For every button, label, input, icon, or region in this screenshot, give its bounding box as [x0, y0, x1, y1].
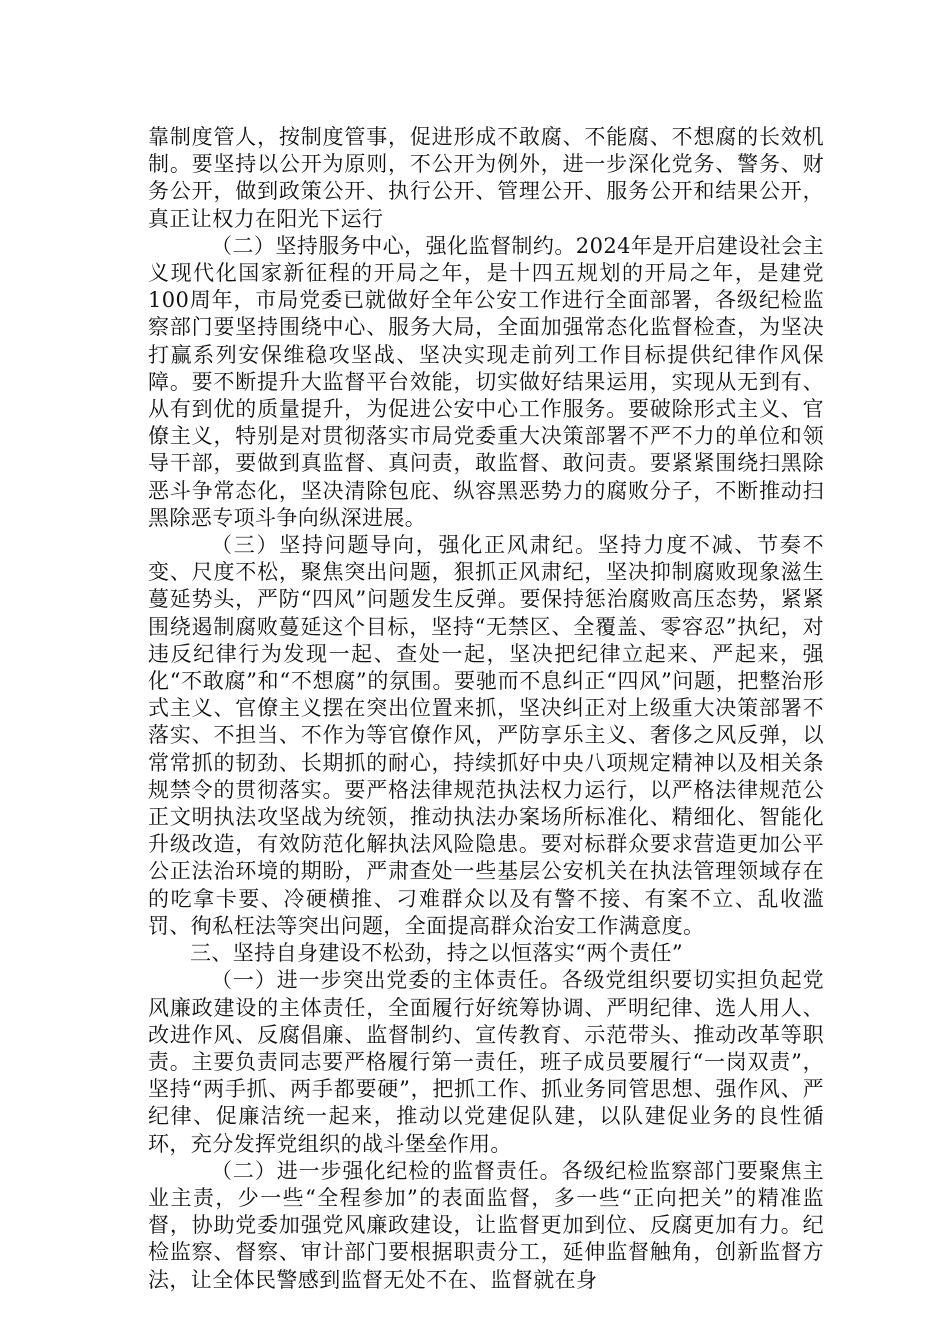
document-body	[148, 124, 824, 1294]
paragraph-problem-oriented: （三）坚持问题导向，强化正风肃纪。坚持力度不减、节奏不变、尺度不松，聚焦突出问题，狠抓正风肃纪，坚决抑制腐败现象滋生蔓延势头，严防“四风”问题发生反弹。要保持惩治腐败高压态势，紧紧围绕遏制腐败蔓延这个目标，坚持“无禁区、全覆盖、零容忍”执纪，对违反纪律行为发现一起、查处一起，坚决把纪律立起来、严起来，强化“不敢腐”和“不想腐”的氛围。要驰而不息纠正“四风”问题，把整治形式主义、官僚主义摆在突出位置来抓，坚决纠正对上级重大决策部署不落实、不担当、不作为等官僚作风，严防享乐主义、奢侈之风反弹，以常常抓的韧劲、长期抓的耐心，持续抓好中央八项规定精神以及相关条规禁令的贯彻落实。要严格法律规范执法权力运行，以严格法律规范公正文明执法攻坚战为统领，推动执法办案场所标准化、精细化、智能化升级改造，有效防范化解执法风险隐患。要对标群众要求营造更加公平公正法治环境的期盼，严肃查处一些基层公安机关在执法管理领域存在的吃拿卡要、冷硬横推、刁难群众以及有警不接、有案不立、乱收滥罚、徇私枉法等突出问题，全面提高群众治安工作满意度。	[148, 533, 824, 938]
paragraph-party-responsibility: （一）进一步突出党委的主体责任。各级党组织要切实担负起党风廉政建设的主体责任，全面履行好统筹协调、严明纪律、选人用人、改进作风、反腐倡廉、监督制约、宣传教育、示范带头、推动改革等职责。主要负责同志要严格履行第一责任，班子成员要履行“一岗双责”，坚持“两手抓、两手都要硬”，把抓工作、抓业务同管思想、强作风、严纪律、促廉洁统一起来，推动以党建促队建，以队建促业务的良性循环，充分发挥党组织的战斗堡垒作用。	[148, 968, 824, 1156]
paragraph-supervision-responsibility: （二）进一步强化纪检的监督责任。各级纪检监察部门要聚焦主业主责，少一些“全程参加”的表面监督，多一些“正向把关”的精准监督，协助党委加强党风廉政建设，让监督更加到位、反腐更加有力。纪检监察、督察、审计部门要根据职责分工，延伸监督触角，创新监督方法，让全体民警感到监督无处不在、监督就在身	[148, 1158, 824, 1292]
paragraph-service-center: （二）坚持服务中心，强化监督制约。2024年是开启建设社会主义现代化国家新征程的开局之年，是十四五规划的开局之年，是建党100周年，市局党委已就做好全年公安工作进行全面部署，各级纪检监察部门要坚持围绕中心、服务大局，全面加强常态化监督检查，为坚决打赢系列安保维稳攻坚战、坚决实现走前列工作目标提供纪律作风保障。要不断提升大监督平台效能，切实做好结果运用，实现从无到有、从有到优的质量提升，为促进公安中心工作服务。要破除形式主义、官僚主义，特别是对贯彻落实市局党委重大决策部署不严不力的单位和领导干部，要做到真监督、真问责，敢监督、敢问责。要紧紧围绕扫黑除恶斗争常态化，坚决清除包庇、纵容黑恶势力的腐败分子，不断推动扫黑除恶专项斗争向纵深进展。	[148, 233, 824, 530]
paragraph-continuation: 靠制度管人，按制度管事，促进形成不敢腐、不能腐、不想腐的长效机制。要坚持以公开为原则，不公开为例外，进一步深化党务、警务、财务公开，做到政策公开、执行公开、管理公开、服务公开和结果公开，真正让权力在阳光下运行	[148, 125, 824, 231]
section-heading-three: 三、坚持自身建设不松劲，持之以恒落实“两个责任”	[190, 941, 684, 966]
